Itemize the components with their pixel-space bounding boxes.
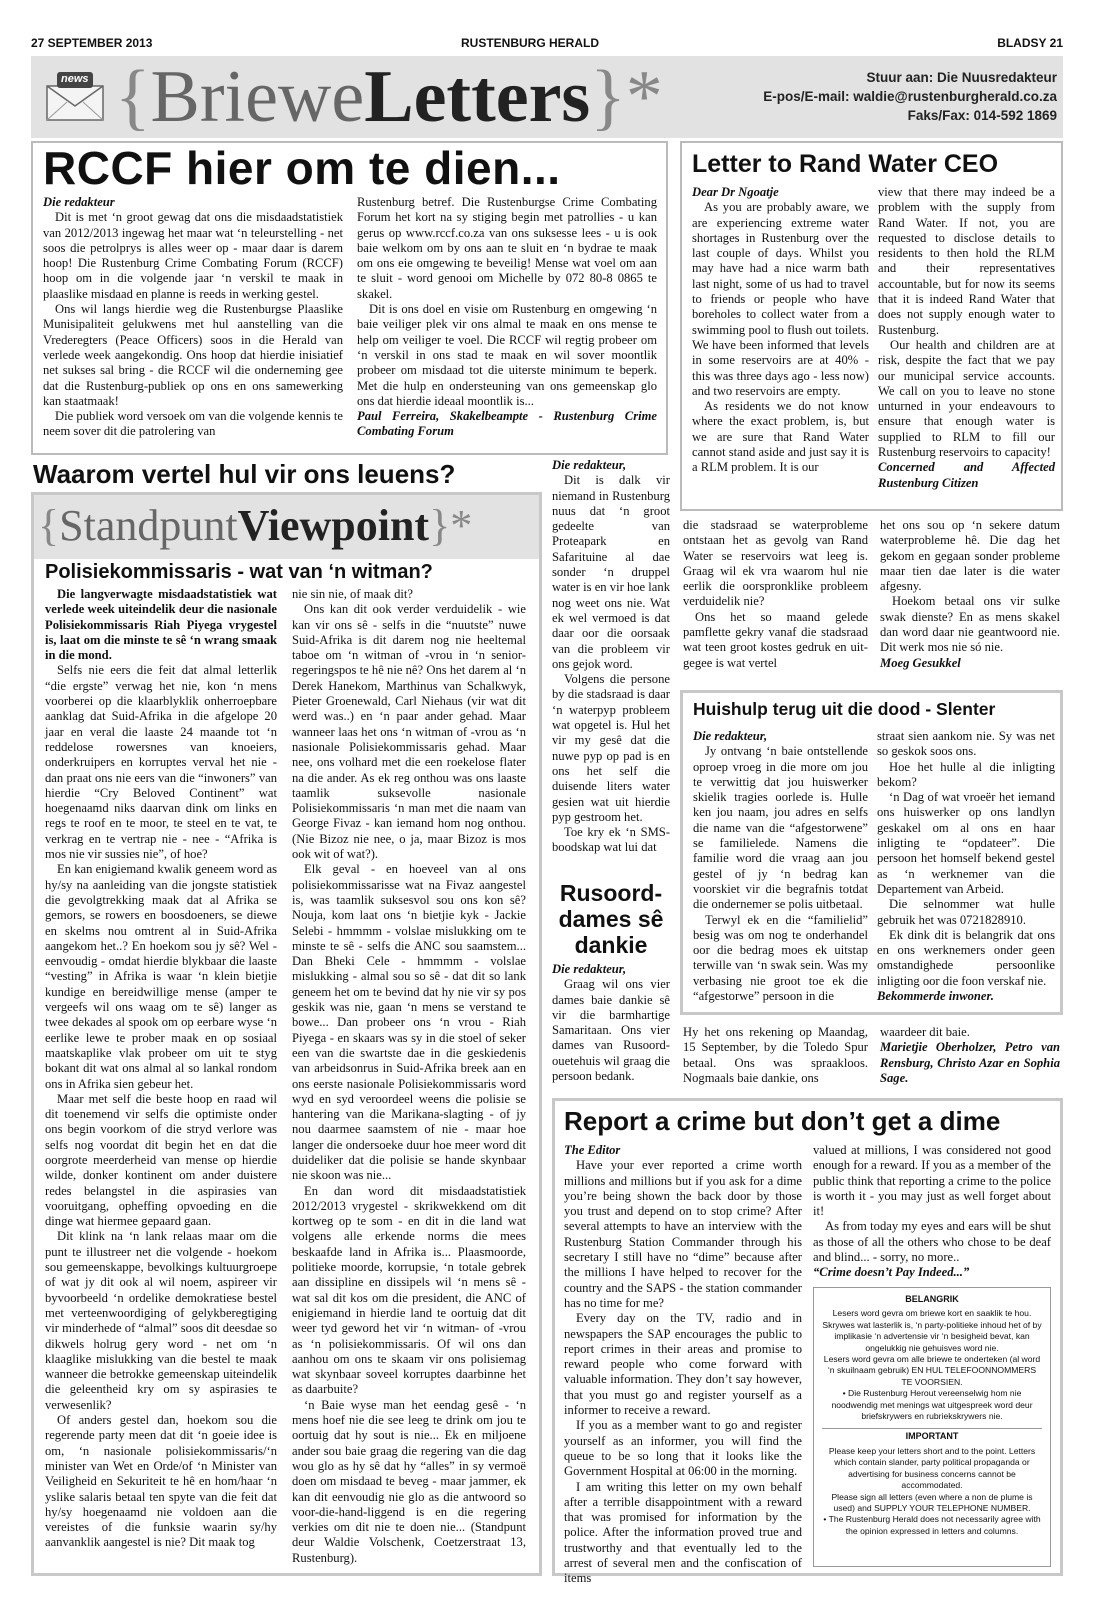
randwater-paragraph: As residents we do not know where the exact problem, is, but we are sure that Rand Water cannot stand aside and just say it is a RLM problem. It is our xyxy=(692,399,869,475)
viewpoint-paragraph: Ons kan dit ook verder verduidelik - wie kan vir ons sê - selfs in die “nuutste” nuwe Suid-Afrika is dit darem nog nie heeltemal taboe om ‘n witman of -vrou in ‘n senior-regeringspos te hê nie nê? Ons het darem al ‘n Derek Hanekom, Marthinus van Schalkwyk, Pieter Groenewald, Carl Niehaus (vir wat dit werd was..) en ‘n paar ander gehad. Maar wanneer laas het ons ‘n witman of -vrou as ‘n nasionale Polisiekommissaris gehad. Maar nee, ons volhard met die een roekelose flater na die ander. As ek reg onthou was ons laaste taamlik suksevolle nasionale Polisiekommissaris ‘n man met die naam van George Fivaz - kan iemand hom nog onthou. (Nie Bizoz nie nee, o ja, maar Bizoz is mos ook wit of wat?). xyxy=(292,602,526,862)
letter-rusoord xyxy=(552,880,670,1084)
waarom-paragraph: Dit is dalk vir niemand in Rustenburg nuus dat ‘n groot gedeelte van Proteapark en Safarituine al dae sonder ‘n druppel water is en vir hoe lank nog weet ons nie. Wat ek wel vermoed is dat daar oor die oorsaak van die probleem vir ons gejok word. xyxy=(552,473,670,671)
notice-box xyxy=(813,1287,1051,1567)
viewpoint-paragraph: ‘n Baie wyse man het eendag gesê - ‘n mens hoef nie die see leeg te drink om jou te oortuig dat hy sout is nie... Ek en miljoene ander sou baie graag die regering van die dag wou glo as hy sê dat hy “alles” in sy vermoë doen om misdaad te beveg - maar jammer, ek kan dit eenvoudig nie glo as die antwoord so voor-die-hand-liggend is en die regering verkies om dit nie te doen nie... (Standpunt deur Waldie Volschenk, Coetzerstraat 13, Rustenburg). xyxy=(292,1397,526,1565)
crime-signature: “Crime doesn’t Pay Indeed...” xyxy=(813,1265,970,1280)
randwater-paragraph: Our health and children are at risk, despite the fact that we pay our municipal service accounts. We call on you to leave no stone unturned in your endeavours to ensure that enough water is supplied to RLM to fill our Rustenburg reservoirs to capacity! xyxy=(878,337,1055,460)
randwater-signature: Concerned and Affected Rustenburg Citizen xyxy=(878,460,1055,490)
viewpoint-paragraph: Of anders gestel dan, hoekom sou die regerende party meen dat dit ‘n goeie idee is om, ‘n nasionale polisiekommissaris/‘n minister van Wet en Orde/of ‘n Minister van Veiligheid en Sekuriteit te hê en hom/haar ‘n yslike salaris betaal ten spyte van die feit dat hy/sy hoegenaamd nie voldoen aan die vereistes of die funksie waarin sy/hy aanvanklik aangestel is nie? Dit maak tog xyxy=(45,1413,277,1550)
waarom-paragraph: die stadsraad se waterprobleme ontstaan het as gevolg van Rand Water se reservoirs wat leeg is. Graag wil ek vra waarom hul nie eerlik die oorspronklike probleem verduidelik nie? xyxy=(683,518,868,609)
rusoord-paragraph: Graag wil ons vier dames baie dankie sê vir die barmhartige Samaritaan. Ons vier dames van Rusoord-ouetehuis wil graag die persoon bedank. xyxy=(552,977,670,1084)
notice-line: Lesers word gevra om briewe kort en saaklik te hou. xyxy=(832,1308,1032,1319)
viewpoint-paragraph: Maar met self die beste hoop en raad wil dit toenemend vir selfs die optimiste onder ons begin voorkom of die stryd verlore was selfs nog voordat dit begin het en dat die oorgrote meerderheid van mense op hierdie wilde, donker kontinent om ander duistere redes belangstel in die aspirasies van vooruitgang, opheffing opvoeding en die dinge wat hiermee gepaard gaan. xyxy=(45,1091,277,1229)
huishulp-headline: Huishulp terug uit die dood - Slenter xyxy=(693,699,996,719)
rccf-signature: Paul Ferreira, Skakelbeampte - Rustenburg Crime Combating Forum xyxy=(357,409,657,439)
rccf-paragraph: Dit is met ‘n groot gewag dat ons die misdaadstatistiek van 2012/2013 ingewag het maar wat ‘n teleurstelling - net soos die petrolprys is alles weer op - maar daar is darem hoop! Die Rustenburg Crime Combating Forum (RCCF) hoop om in die volgende jaar ‘n verskil te maak in plaaslike misdaad en planne is reeds in werking gestel. xyxy=(43,210,343,301)
issue-date: 27 SEPTEMBER 2013 xyxy=(31,36,153,50)
rccf-paragraph: Ons wil langs hierdie weg die Rustenburgse Plaaslike Munisipaliteit gelukwens met hul aanstelling van die Vrederegters (Peace Officers) soos in die Herald van verlede week aangekondig. Ons hoop dat hierdie inisiatief net sukses sal bring - die RCCF wil die onderneming gee dat die Rustenburg-publiek op ons en ons samewerking kan staatmaak! xyxy=(43,302,343,408)
rccf-byline: Die redakteur xyxy=(43,195,115,209)
crime-paragraph: Every day on the TV, radio and in newspapers the SAP encourages the public to report crimes in their areas and promise to reward people who come forward with valuable information. They don’t say however, that you must go and register yourself as a informer to receive a reward. xyxy=(564,1311,802,1418)
rusoord-paragraph: Hy het ons rekening op Maandag, 15 September, by die Toledo Spur betaal. Ons was spraakloos. Nogmaals baie dankie, ons xyxy=(683,1025,868,1085)
randwater-paragraph: As you are probably aware, we are experiencing extreme water shortages in Rustenburg over the last couple of days. Whilst you may have had a nice warm bath last night, some of us had to travel to friends or people who have boreholes to collect water from a swimming pool to flush out toilets. We have been informed that levels in some reservoirs are at 40% - this was three days ago - less now) and two reservoirs are empty. xyxy=(692,200,869,398)
viewpoint-word-viewpoint: Viewpoint xyxy=(237,501,430,550)
crime-headline: Report a crime but don’t get a dime xyxy=(564,1106,1001,1136)
contact-email: E-pos/E-mail: waldie@rustenburgherald.co.za xyxy=(763,89,1057,104)
viewpoint-paragraph: En kan enigiemand kwalik geneem word as hy/sy na aanleiding van die jongste statistiek die gevolgtrekking maak dat al Afrika se gemors, se rowers en boosdoeners, se diewe en skelms nou omtrent al in Suid-Afrika aangekom het..? En hoekom sou jy sê? Wel - eenvoudig - omdat hierdie blykbaar die laaste “vesting” in Afrika is waar ‘n klein bietjie kundige en bereidwillige mense (amper te vergeefs wil ons waag om te sê) langer as twee dekades al spook om op eerbare wyse ‘n eerlike lewe te prober maak en op sosiaal maatskaplike vlak probeer om uit te styg bokant dit wat ons almal al so lankal rondom ons in Afrika sien gebeur het. xyxy=(45,862,277,1091)
waarom-paragraph: het ons sou op ‘n sekere datum waterprobleme hê. Die dag het gekom en gegaan sonder probleme maar tien dae later is die water afgesny. xyxy=(880,518,1060,594)
page-header xyxy=(31,36,1063,52)
rusoord-headline: Rusoord- xyxy=(559,880,663,906)
crime-paragraph: As from today my eyes and ears will be shut as those of all the others who chose to be deaf and blind... - sorry, no more.. xyxy=(813,1219,1051,1265)
waarom-paragraph: Ons het so maand gelede pamflette gekry vanaf die stadsraad wat teen groot kostes gedruk en uit-gegee is wat vertel xyxy=(683,609,868,670)
notice-line: Please sign all letters (even where a non de plume is used) and SUPPLY YOUR TELEPHONE NUMBER. xyxy=(831,1491,1033,1513)
waarom-column-1 xyxy=(552,458,670,856)
viewpoint-banner: {StandpuntViewpoint}* xyxy=(34,495,539,559)
crime-byline: The Editor xyxy=(564,1143,621,1157)
randwater-paragraph: view that there may indeed be a problem with the supply from Rand Water. If not, you are requested to disclose details to residents to then hold the RLM and their representatives accountable, but for now its seems that it is indeed Rand Water that does not supply enough water to Rustenburg. xyxy=(878,185,1055,337)
paper-name: RUSTENBURG HERALD xyxy=(461,36,599,50)
waarom-paragraph: Toe kry ek ‘n SMS-boodskap wat lui dat xyxy=(552,825,670,855)
rusoord-column-3 xyxy=(880,1025,1060,1086)
contact-send-to: Stuur aan: Die Nuusredakteur xyxy=(866,70,1057,85)
crime-paragraph: valued at millions, I was considered not good enough for a reward. If you as a member of the public think that reporting a crime to the police is worth it - you may just as well forget about it! xyxy=(813,1143,1051,1219)
notice-line: Please keep your letters short and to the point. Letters which contain slander, party political propaganda or advertising for business concerns cannot be accommodated. xyxy=(828,1445,1036,1491)
huishulp-paragraph: Jy ontvang ‘n baie ontstellende oproep vroeg in die more om jou te verwittig dat jou huiswerker skielik tragies oorlede is. Hulle ken jou naam, jou adres en selfs die name van die “afgestorwene” se familielede. Namens die familie word die vraag aan jou gestel of jy ‘n bedrag kan voorskiet vir die begrafnis totdat die ondernemer se polis uitbetaal. xyxy=(693,744,868,912)
viewpoint-intro: Die langverwagte misdaadstatistiek wat verlede week uiteindelik deur die nasionale Polisiekommissaris Riah Piyega vrygestel is, laat om die minste te sê ‘n wrang smaak in die mond. xyxy=(45,587,277,663)
viewpoint-paragraph: Dit klink na ‘n lank relaas maar om die punt te illustreer net die volgende - hoekom sou gemeenskappe, bevolkings kultuurgroepe of wat jy dit ook al wil noem, aspireer vir byvoorbeeld ‘n ordelike demokratiese bestel met verteenwoordiging of gelykberegtiging vir minderhede of “almal” soos dit deesdae so dikwels holrug gery word - net om ‘n klaaglike mislukking van die bestel te maak wanneer die betrokke gemeenskap uiteindelik die geleentheid kry om sy aspirasies te verwesenlik? xyxy=(45,1229,277,1412)
waarom-byline: Die redakteur, xyxy=(552,458,627,472)
huishulp-paragraph: straat sien aankom nie. Sy was net so geskok soos ons. xyxy=(877,729,1055,759)
news-envelope-icon xyxy=(45,70,105,122)
huishulp-byline: Die redakteur, xyxy=(693,729,768,743)
randwater-byline: Dear Dr Ngoatje xyxy=(692,185,779,199)
letter-huishulp xyxy=(680,690,1063,1015)
waarom-paragraph: Volgens die persone by die stadsraad is daar ‘n waterpyp probleem wat opgetel is. Hul het vir my gesê dat die nuwe pyp op pad is en ons het self die duisende liters water gesien wat uit hierdie pyp gestroom het. xyxy=(552,672,670,824)
huishulp-paragraph: Ek dink dit is belangrik dat ons en ons werknemers onder geen omstandighede persoonlike inligting oor die foon verskaf nie. xyxy=(877,927,1055,988)
notice-line: • Die Rustenburg Herout vereenselwig hom nie noodwendig met menings wat uitgespreek word deur briefskrywers en rubriekskrywers nie. xyxy=(831,1388,1033,1422)
page-number: BLADSY 21 xyxy=(997,36,1063,50)
masthead-title: {BrieweLetters}* xyxy=(115,56,663,138)
rusoord-byline: Die redakteur, xyxy=(552,962,627,976)
viewpoint-paragraph: nie sin nie, of maak dit? xyxy=(292,587,414,601)
masthead-word-briewe: Briewe xyxy=(150,56,365,138)
rccf-paragraph: Rustenburg betref. Die Rustenburgse Crime Combating Forum het kort na sy stiging begin met patrollies - u kan gerus op www.rccf.co.za van ons suksesse lees - u is ook baie welkom om by ons aan te sluit en ‘n bydrae te maak om ons eie omgewing te beveilig! Mense wat voel om aan te sluit - word genooi om Michelle by 072 80-8 0865 te skakel. xyxy=(357,195,657,301)
viewpoint-section xyxy=(31,492,542,1576)
huishulp-paragraph: Die selnommer wat hulle gebruik het was 0721828910. xyxy=(877,897,1055,927)
notice-line: Skrywes wat lasterlik is, ‘n party-politieke inhoud het of by implikasie ‘n advertensie vir ‘n besigheid bevat, kan ongelukkig nie gehuisves word nie. xyxy=(822,1319,1042,1353)
randwater-headline: Letter to Rand Water CEO xyxy=(692,150,999,178)
viewpoint-word-standpunt: Standpunt xyxy=(59,501,238,550)
rusoord-paragraph: waardeer dit baie. xyxy=(880,1025,970,1039)
contact-fax: Faks/Fax: 014-592 1869 xyxy=(907,108,1057,123)
huishulp-paragraph: ‘n Dag of wat vroeër het iemand ons huiswerker op ons landlyn geskakel om al ons en haar inligting te “opdateer”. Die persoon het homself bekend gestel as ‘n werknemer van die Departement van Arbeid. xyxy=(877,790,1055,896)
waarom-column-3 xyxy=(880,518,1060,671)
letter-rccf xyxy=(31,141,668,455)
rusoord-signature: Marietjie Oberholzer, Petro van Rensburg, Christo Azar en Sophia Sage. xyxy=(880,1040,1060,1085)
crime-paragraph: If you as a member want to go and register yourself as an informer, you will find the queue to be so long that it looks like the Government Hospital at 06:00 in the morning. xyxy=(564,1418,802,1479)
crime-paragraph: Have your ever reported a crime worth millions and millions but if you ask for a dime you’re being shown the back door by those you trust and depend on to stop crime? After several attempts to have an interview with the Rustenburg Station Commander through his secretary I still have no “dime” because after the millions I have helped to recover for the country and the SAPS - the station commander has no time for me? xyxy=(564,1158,802,1310)
huishulp-paragraph: Terwyl ek en die “familielid” besig was om nog te onderhandel oor die bedrag moes ek uitstap terwille van ‘n swak sein. Was my verbasing nie groot toe ek die “afgestorwe” persoon in die xyxy=(693,912,868,1004)
rccf-paragraph: Die publiek word versoek om van die volgende kennis te neem sover dit die patrolering van xyxy=(43,409,343,439)
huishulp-paragraph: Hoe het hulle al die inligting bekom? xyxy=(877,759,1055,789)
viewpoint-paragraph: Selfs nie eers die feit dat almal letterlik “die ergste” verwag het nie, kon ‘n mens voorberei op die klaarblyklik onherroepbare aanklag dat Suid-Afrika in die afgelope 20 jaar en veral die laaste 24 maande tot ‘n reddelose rowersnes van knoeiers, onderkruipers en korruptes verval het nie - dan praat ons nie eers van die “inwoners” van hierdie “Cry Beloved Continent” wat hoegenaamd niks daarvan dink om links en regs te roof en te moor, te steel en te vat, te verkrag en te vertrap nie - nee - “Afrika is mos nie vir sussies nie”, of hoe? xyxy=(45,663,277,862)
waarom-headline: Waarom vertel hul vir ons leuens? xyxy=(33,459,456,489)
viewpoint-paragraph: Elk geval - en hoeveel van al ons polisiekommissarisse wat na Fivaz aangestel is, was taamlik suksesvol sou ons kon sê? Nouja, kom laat ons ‘n bietjie kyk - Jackie Selebi - hmmmm - volslae mislukking om te minste te sê - selfs die ANC sou saamstem... Dan Bheki Cele - hmmmm - volslae mislukking - almal sou so sê - dat dit so lank geneem het om te bevind dat hy nie vir sy pos geskik was nie, gaan ‘n mens se verstand te bowe... Dan probeer ons ‘n vrou - Riah Piyega - en skaars was sy in die stoel of seker een van die swartste dae in die geskiedenis van arbeidsonrus in Suid-Afrika breek aan en ons eerste nasionale Polisiekommissaris word wyd en syd veroordeel weens die polisie se hantering van die Marikana-slagting - of jy nou daarmee saamstem of nie - maar hoe langer die ondersoeke duur hoe meer word dit duideliker dat die polisie se hande skynbaar nie skoon was nie... xyxy=(292,862,526,1183)
rusoord-column-2 xyxy=(683,1025,868,1086)
notice-title-en: IMPORTANT xyxy=(905,1431,959,1442)
waarom-paragraph: Hoekom betaal ons vir sulke swak dienste? En as mens skakel dan word daar nie geantwoord nie. Dit werk mos nie só nie. xyxy=(880,594,1060,655)
rusoord-headline: dankie xyxy=(574,932,648,958)
waarom-column-2 xyxy=(683,518,868,671)
notice-title-af: BELANGRIK xyxy=(905,1294,959,1304)
viewpoint-paragraph: En dan word dit misdaadstatistiek 2012/2013 vrygestel - skrikwekkend om dit kortweg op te som - en dit in die land wat volgens alle erkende norms die mees beskaafde land in Afrika is... Plaasmoorde, politieke moorde, korrupsie, ‘n totale gebrek aan dissipline en dissipels wil ‘n mens sê - wat sal dit kos om die president, die ANC of enigiemand in hierdie land te oortuig dat dit weer tyd geword het vir ‘n witman- of -vrou as ‘n polisiekommissaris. Of wil ons dan aanhou om ons te skaam vir ons polisiemag wat skynbaar soveel korruptes daarbinne het as daarbuite? xyxy=(292,1183,526,1397)
notice-line: Lesers word gevra om alle briewe te onderteken (al word ‘n skuilnaam gebruik) EN HUL TELEFOONNOMMERS TE VOORSIEN. xyxy=(823,1354,1041,1387)
huishulp-signature: Bekommerde inwoner. xyxy=(877,989,994,1004)
letter-rand-water xyxy=(680,141,1063,511)
masthead-word-letters: Letters xyxy=(364,56,591,138)
contact-info xyxy=(763,68,1057,125)
letter-report-crime xyxy=(552,1098,1063,1586)
rccf-headline: RCCF hier om te dien... xyxy=(43,142,561,194)
rusoord-headline: dames sê xyxy=(558,906,664,932)
waarom-signature: Moeg Gesukkel xyxy=(880,655,961,670)
letters-masthead xyxy=(31,56,1063,138)
logo-text: news xyxy=(61,73,89,85)
notice-line: • The Rustenburg Herald does not necessarily agree with the opinion expressed in letters and columns. xyxy=(823,1514,1041,1536)
crime-paragraph: I am writing this letter on my own behalf after a terrible disappointment with a reward that was promised for information by the police. After the information proved true and trustworthy and that eventually led to the arrest of several men and the confiscation of items xyxy=(564,1479,802,1586)
viewpoint-headline: Polisiekommissaris - wat van ‘n witman? xyxy=(45,561,433,583)
rccf-paragraph: Dit is ons doel en visie om Rustenburg en omgewing ‘n baie veiliger plek vir ons almal te maak en ons mense te help om veiliger te voel. Die RCCF wil regtig probeer om ‘n verskil in ons stad te maak en wil sover moontlik probeer om misdaad tot die uiterste minimum te beperk. Met die hulp en ondersteuning van ons gemeenskap glo ons dat hierdie ideaal moontlik is... xyxy=(357,302,657,408)
